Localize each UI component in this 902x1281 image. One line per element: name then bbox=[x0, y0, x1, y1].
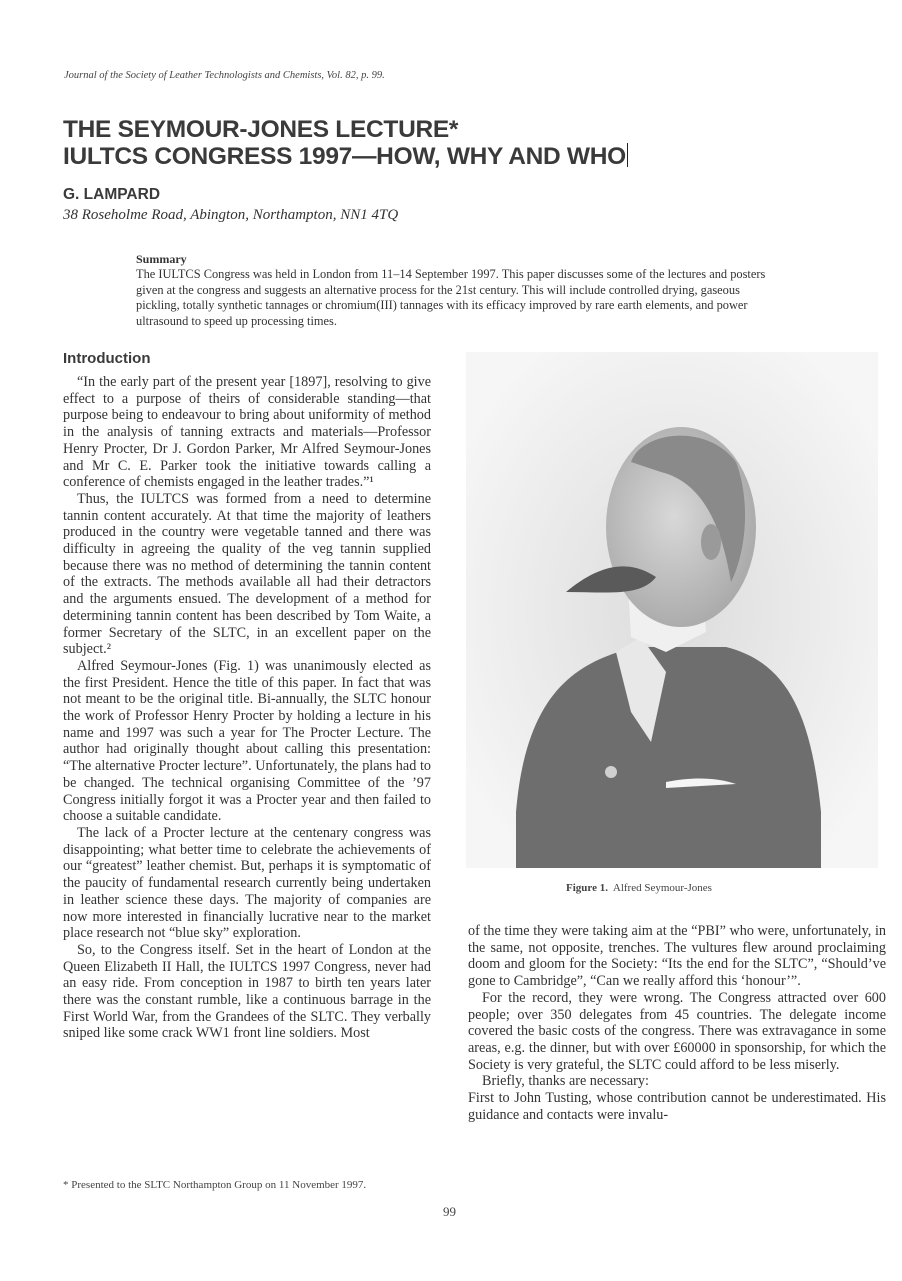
paragraph: Alfred Seymour-Jones (Fig. 1) was unanimously elected as the first President. Hence the title of this paper. In fact that was not meant to be the original title. Bi-annually, the SLTC honour the work of Professor Henry Procter by holding a lecture in his name and 1997 was such a year for The Procter Lecture. The author had originally thought about calling this presentation: “The alternative Procter lecture”. Unfortunately, the plans had to be changed. The technical organising Committee of the ’97 Congress initially forgot it was a Procter year and then failed to choose a suitable candidate. bbox=[63, 657, 431, 825]
author-name: G. LAMPARD bbox=[63, 186, 161, 203]
paragraph: For the record, they were wrong. The Congress attracted over 600 people; over 350 delegates from 45 countries. The delegate income covered the basic costs of the congress. There was extravagance in some areas, e.g. the dinner, but with over £60000 in sponsorship, for which the Society is very grateful, the SLTC could afford to be less miserly. bbox=[468, 989, 886, 1073]
right-column bbox=[468, 923, 886, 1123]
paragraph: Thus, the IULTCS was formed from a need to determine tannin content accurately. At that time the majority of leathers produced in the country were vegetable tanned and there was difficulty in agreeing the quality of the veg tannin supplied because there was no method of determining the tannin content of the extracts. The methods available all had their detractors and the arguments ensued. The development of a method for determining tannin content has been described by Tom Waite, a former Secretary of the SLTC, in an excellent paper on the subject.² bbox=[63, 490, 431, 658]
footnote: * Presented to the SLTC Northampton Group on 11 November 1997. bbox=[63, 1179, 367, 1191]
paragraph: So, to the Congress itself. Set in the heart of London at the Queen Elizabeth II Hall, the IULTCS 1997 Congress, never had an easy ride. From conception in 1987 to birth ten years later there was the constant rumble, like a continuous barrage in the First World War, from the Grandees of the SLTC. They verbally sniped like some crack WW1 front line soldiers. Most bbox=[63, 941, 431, 1042]
paragraph: First to John Tusting, whose contribution cannot be underestimated. His guidance and contacts were invalu- bbox=[468, 1090, 886, 1123]
title-line-2-text: IULTCS CONGRESS 1997—HOW, WHY AND WHO bbox=[63, 143, 626, 170]
summary-heading: Summary bbox=[136, 252, 187, 266]
left-column bbox=[63, 374, 431, 1042]
paragraph: Briefly, thanks are necessary: bbox=[482, 1073, 649, 1090]
figure-label: Figure 1. bbox=[566, 882, 608, 894]
article-title bbox=[63, 117, 628, 170]
page-number: 99 bbox=[443, 1204, 456, 1219]
paragraph: of the time they were taking aim at the “PBI” who were, unfortunately, in the same, not opposite, trenches. The vultures flew around proclaiming doom and gloom for the Society: “Its the end for the SLTC”, “Should’ve gone to Cambridge”, “Can we really afford this ‘honour’”. bbox=[468, 923, 886, 990]
paragraph: The lack of a Procter lecture at the centenary congress was disappointing; what better time to celebrate the achievements of our “greatest” leather chemist. But, perhaps it is symptomatic of the paucity of fundamental research currently being undertaken in leather science these days. The majority of companies are now more interested in financially lucrative near to the market place research not “blue sky” exploration. bbox=[63, 824, 431, 942]
summary-text: The IULTCS Congress was held in London from 11–14 September 1997. This paper discusses some of the lectures and posters given at the congress and suggests an alternative process for the 21st century. This will include controlled drying, gaseous pickling, totally synthetic tannages or chromium(III) tannages with its efficacy improved by rare earth elements, and power ultrasound to speed up processing times. bbox=[136, 267, 766, 328]
title-line-2 bbox=[63, 143, 628, 170]
figure-caption bbox=[566, 882, 712, 894]
title-line-1: THE SEYMOUR-JONES LECTURE* bbox=[63, 116, 459, 143]
portrait-illustration bbox=[466, 352, 878, 868]
figure-portrait-image bbox=[466, 352, 878, 868]
introduction-heading: Introduction bbox=[63, 350, 151, 367]
text-cursor bbox=[627, 143, 629, 167]
journal-reference: Journal of the Society of Leather Technologists and Chemists, Vol. 82, p. 99. bbox=[64, 70, 385, 81]
figure-caption-text: Alfred Seymour-Jones bbox=[612, 882, 712, 894]
summary-block bbox=[136, 252, 776, 329]
paragraph: “In the early part of the present year [1897], resolving to give effect to a purpose of theirs of considerable standing—that purpose being to endeavour to bring about uniformity of method in the analysis of tanning extracts and materials—Professor Henry Procter, Dr J. Gordon Parker, Mr Alfred Seymour-Jones and Mr C. E. Parker took the initiative towards calling a conference of chemists engaged in the leather trades.”¹ bbox=[63, 374, 431, 491]
author-address: 38 Roseholme Road, Abington, Northampton, NN1 4TQ bbox=[63, 207, 399, 223]
